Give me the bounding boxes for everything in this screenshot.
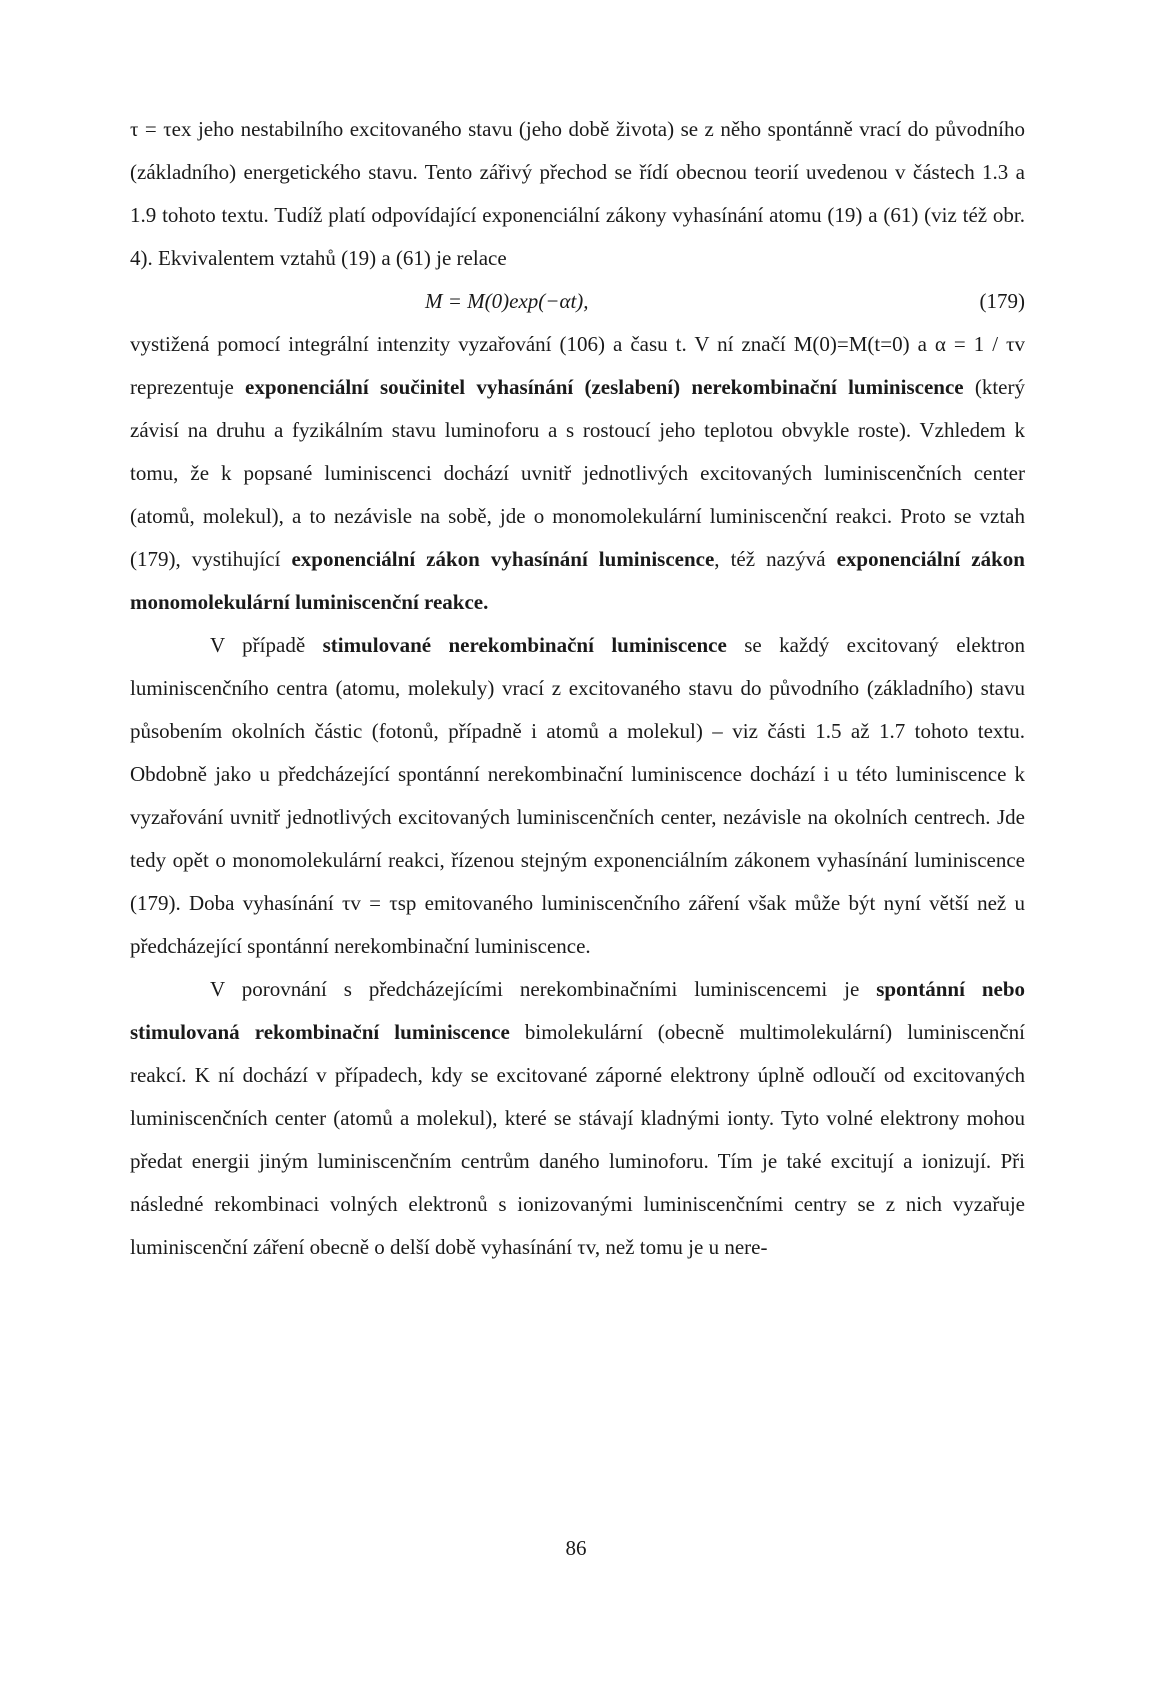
equation-179 bbox=[130, 280, 1025, 323]
paragraph-3 bbox=[130, 968, 1025, 1269]
paragraph-1b-bold-3: exponenciální zákon monomolekulární luminiscenční reakce. bbox=[130, 547, 1025, 614]
paragraph-1-text: τ = τex jeho nestabilního excitovaného stavu (jeho době života) se z něho spontánně vrací do původního (základního) energetického stavu. Tento zářivý přechod se řídí obecnou teorií uvedenou v částech 1.3 a 1.9 tohoto textu. Tudíž platí odpovídající exponenciální zákony vyhasínání atomu (19) a (61) (viz též obr. 4). Ekvivalentem vztahů (19) a (61) je relace bbox=[130, 117, 1025, 270]
paragraph-3-bold-1: spontánní nebo stimulovaná rekombinační luminiscence bbox=[130, 977, 1025, 1044]
paragraph-1 bbox=[130, 108, 1025, 280]
paragraph-2 bbox=[130, 624, 1025, 968]
page-body bbox=[130, 108, 1025, 1269]
paragraph-2-part-2: se každý excitovaný elektron luminiscenčního centra (atomu, molekuly) vrací z excitovaného stavu do původního (základního) stavu působením okolních částic (fotonů, případně i atomů a molekul) – viz části 1.5 až 1.7 tohoto textu. Obdobně jako u předcházející spontánní nerekombinační luminiscence dochází i u této luminiscence k vyzařování uvnitř jednotlivých excitovaných luminiscenčních center, nezávisle na okolních centrech. Jde tedy opět o monomolekulární reakci, řízenou stejným exponenciálním zákonem vyhasínání luminiscence (179). Doba vyhasínání τv = τsp emitovaného luminiscenčního záření však může být nyní větší než u předcházející spontánní nerekombinační luminiscence. bbox=[130, 633, 1025, 958]
paragraph-1b-part-1: vystižená pomocí integrální intenzity vyzařování (106) a času t. V ní značí M(0)=M(t=0) a α = 1 / τv reprezentuje bbox=[130, 332, 1025, 399]
paragraph-1-continued bbox=[130, 323, 1025, 624]
paragraph-1b-part-2: (který závisí na druhu a fyzikálním stavu luminoforu a s rostoucí jeho teplotou obvykle roste). Vzhledem k tomu, že k popsané luminiscenci dochází uvnitř jednotlivých excitovaných luminiscenčních center (atomů, molekul), a to nezávisle na sobě, jde o monomolekulární luminiscenční reakci. Proto se vztah (179), vystihující bbox=[130, 375, 1025, 571]
equation-number: (179) bbox=[979, 289, 1025, 313]
paragraph-2-part-1: V případě bbox=[210, 633, 323, 657]
paragraph-3-part-2: bimolekulární (obecně multimolekulární) luminiscenční reakcí. K ní dochází v případech, kdy se excitované záporné elektrony úplně odloučí od excitovaných luminiscenčních center (atomů a molekul), které se stávají kladnými ionty. Tyto volné elektrony mohou předat energii jiným luminiscenčním centrům daného luminoforu. Tím je také excitují a ionizují. Při následné rekombinaci volných elektronů s ionizovanými luminiscenčními centry se z nich vyzařuje luminiscenční záření obecně o delší době vyhasínání τv, než tomu je u nere- bbox=[130, 1020, 1026, 1259]
paragraph-2-bold-1: stimulované nerekombinační luminiscence bbox=[322, 633, 727, 657]
page-number: 86 bbox=[565, 1536, 587, 1560]
paragraph-1b-bold-2: exponenciální zákon vyhasínání luminiscence bbox=[291, 547, 715, 571]
paragraph-1b-part-3: , též nazývá bbox=[714, 547, 837, 571]
paragraph-1b-bold-1: exponenciální součinitel vyhasínání (zeslabení) nerekombinační luminiscence bbox=[245, 375, 964, 399]
paragraph-3-part-1: V porovnání s předcházejícími nerekombinačními luminiscencemi je bbox=[210, 977, 877, 1001]
equation-formula: M = M(0)exp(−αt), bbox=[425, 289, 589, 313]
